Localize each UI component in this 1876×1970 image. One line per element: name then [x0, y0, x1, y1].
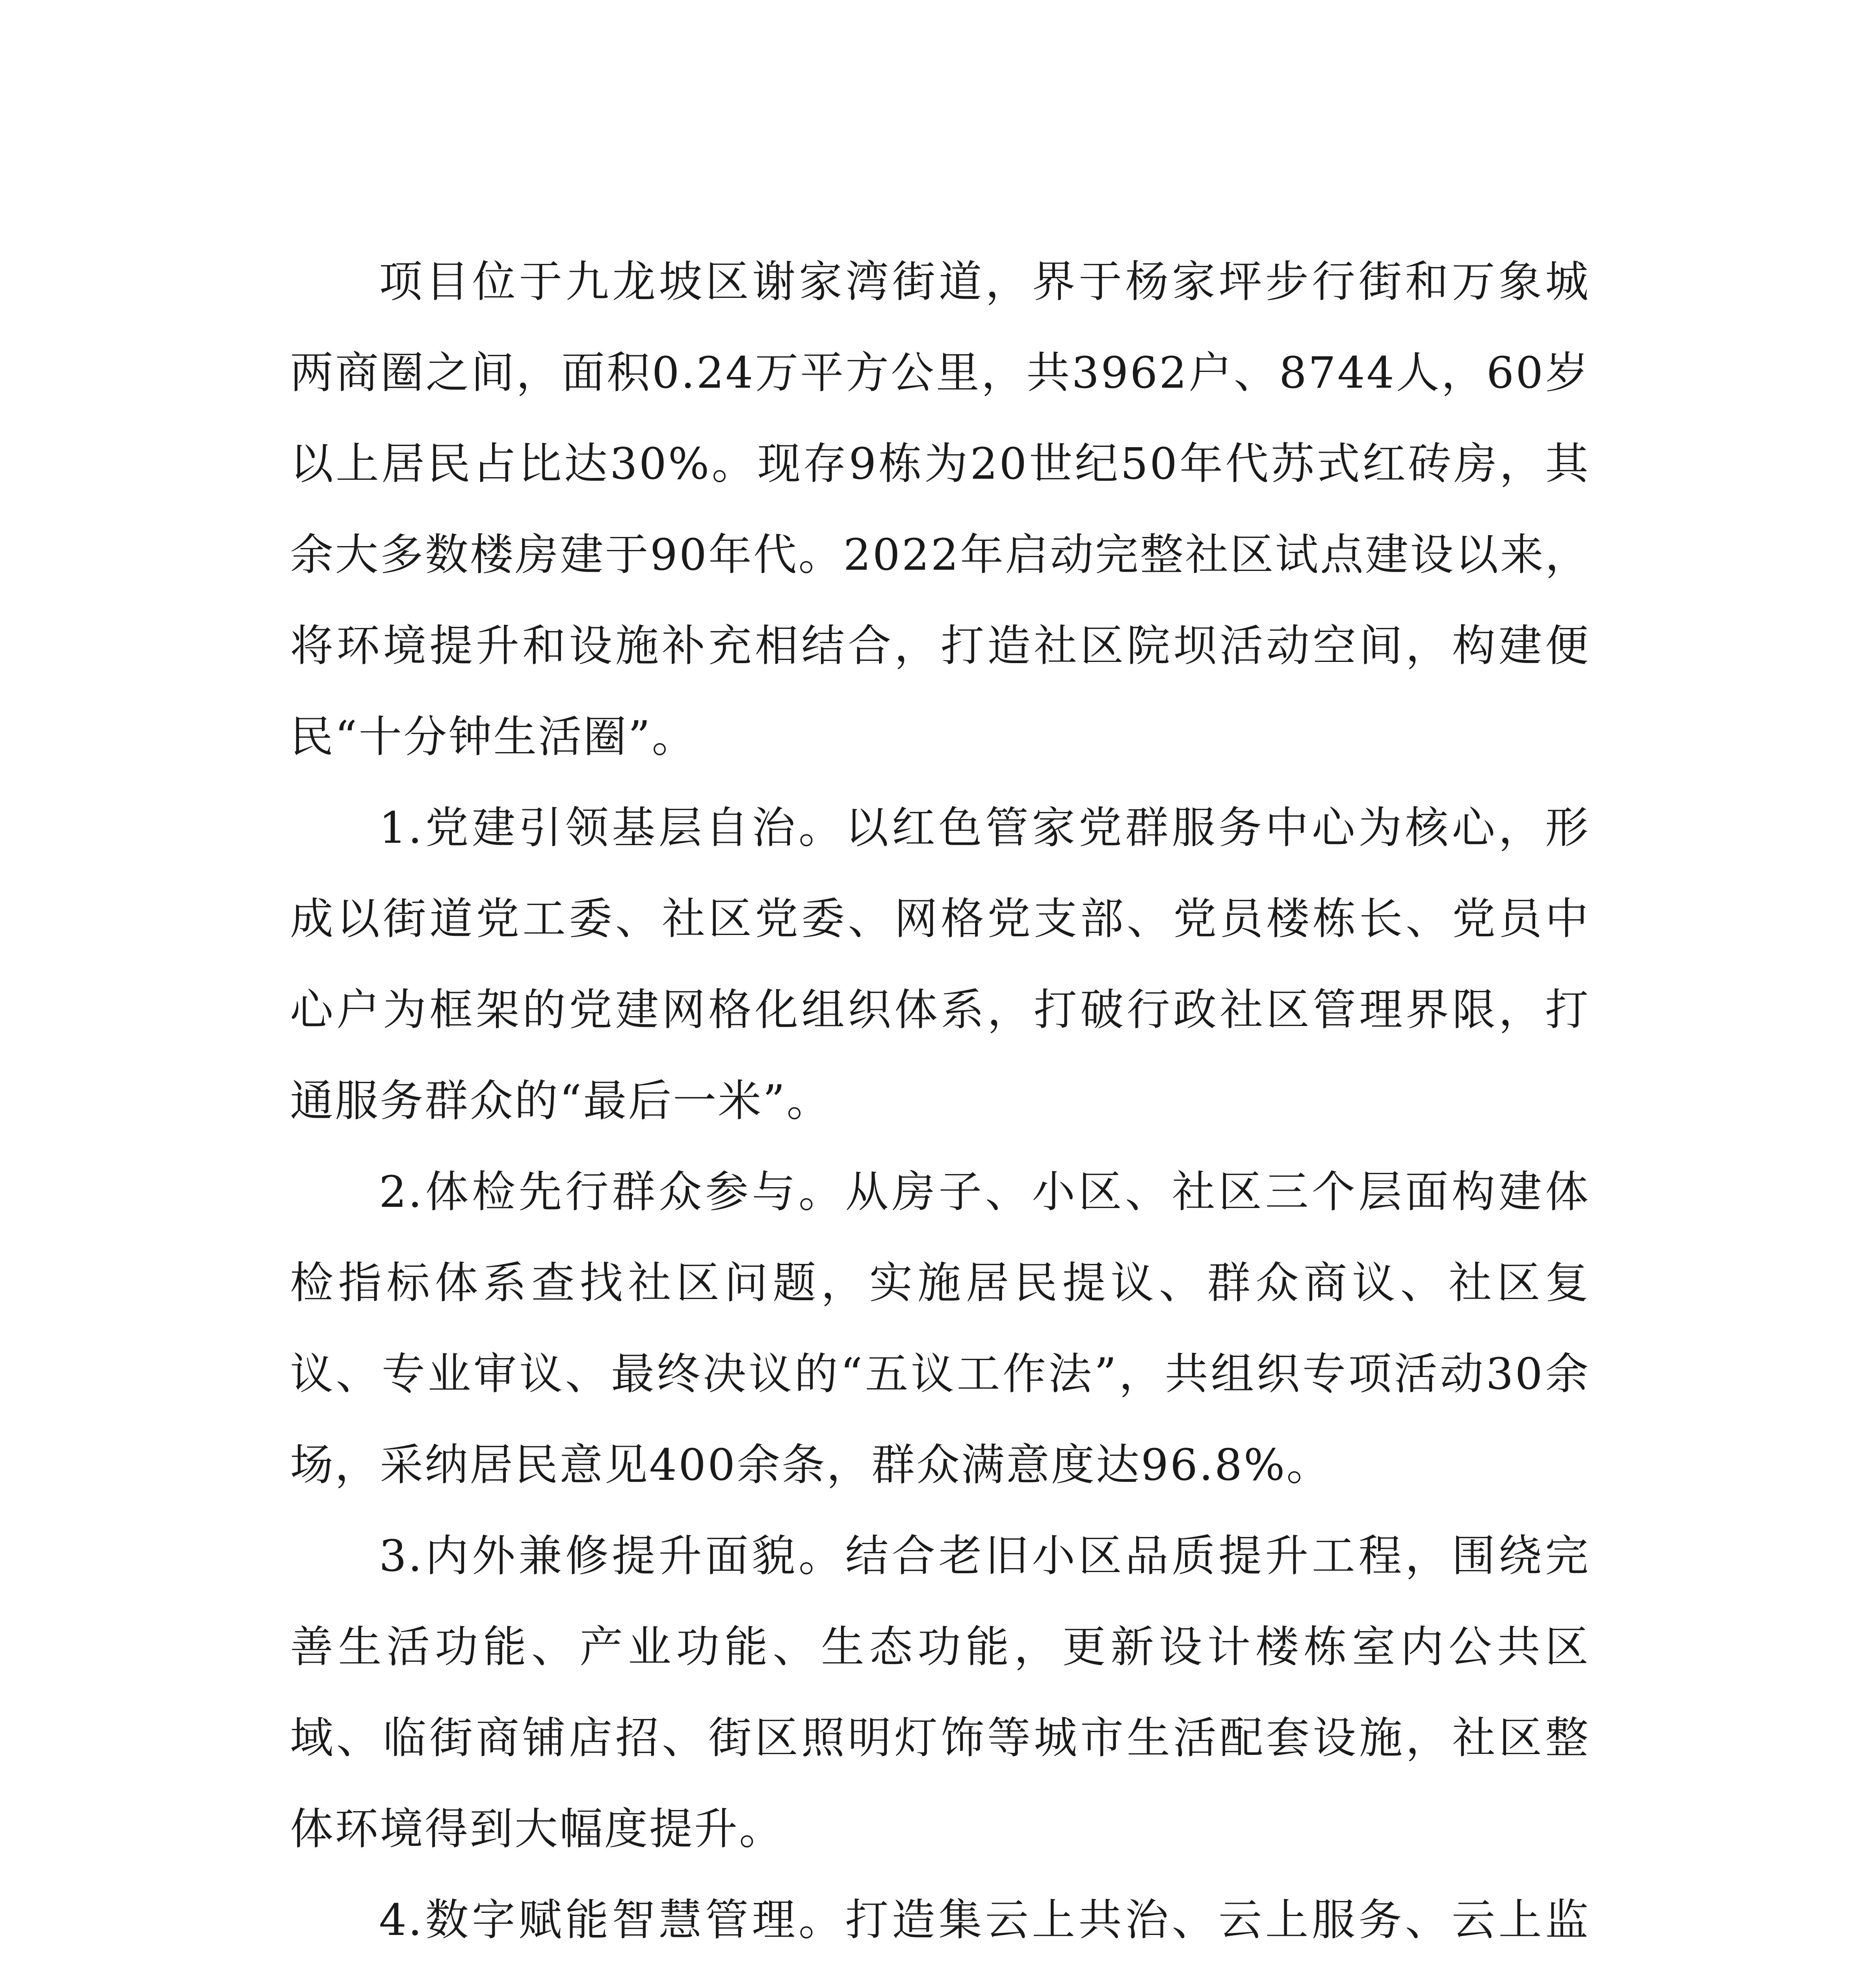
paragraph-intro: 项目位于九龙坡区谢家湾街道，界于杨家坪步行街和万象城两商圈之间，面积0.24万平方公里，共3962户、8744人，60岁以上居民占比达30%。现存9栋为20世纪50年代苏式红砖房，其余大多数楼房建于90年代。2022年启动完整社区试点建设以来，将环境提升和设施补充相结合，打造社区院坝活动空间，构建便民“十分钟生活圈”。: [290, 256, 1590, 762]
paragraph-item-2: 2.体检先行群众参与。从房子、小区、社区三个层面构建体检指标体系查找社区问题，实施居民提议、群众商议、社区复议、专业审议、最终决议的“五议工作法”，共组织专项活动30余场，采纳居民意见400余条，群众满意度达96.8%。: [290, 1167, 1590, 1490]
paragraph-item-4: 4.数字赋能智慧管理。打造集云上共治、云上服务、云上监: [379, 1895, 1590, 1945]
body-text: [290, 236, 1590, 1970]
paragraph-item-1: 1.党建引领基层自治。以红色管家党群服务中心为核心，形成以街道党工委、社区党委、网格党支部、党员楼栋长、党员中心户为框架的党建网格化组织体系，打破行政社区管理界限，打通服务群众的“最后一米”。: [290, 803, 1590, 1126]
paragraph-item-3: 3.内外兼修提升面貌。结合老旧小区品质提升工程，围绕完善生活功能、产业功能、生态功能，更新设计楼栋室内公共区域、临街商铺店招、街区照明灯饰等城市生活配套设施，社区整体环境得到大幅度提升。: [290, 1531, 1590, 1854]
